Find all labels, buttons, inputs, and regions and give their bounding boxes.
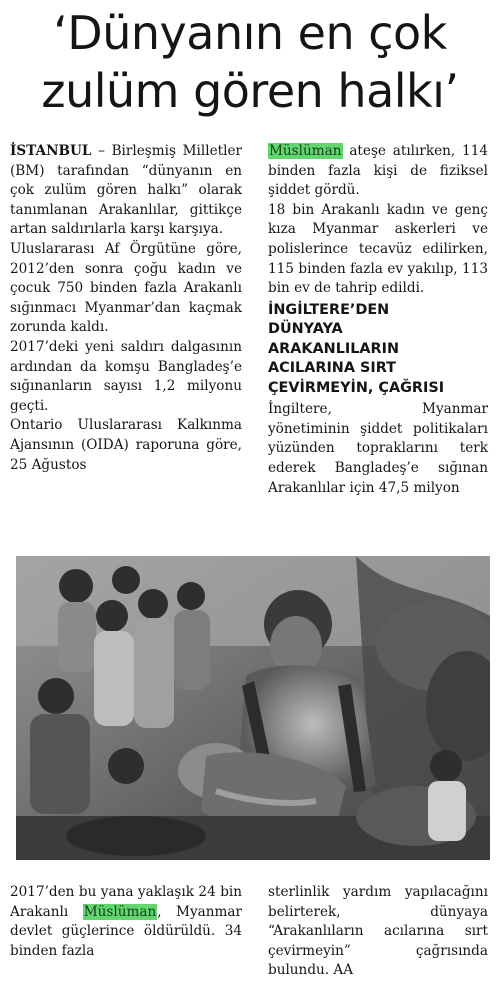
paragraph-oida: Ontario Uluslararası Kalkınma Ajansının (OIDA) raporuna göre, 25 Ağustos xyxy=(10,417,242,473)
paragraph-violence: 18 bin Arakanlı kadın ve genç kıza Myanmar askerleri ve polislerince tecavüz edilirken, 115 binden fazla ev yakılıp, 113 bin ev de tahrip edildi. xyxy=(268,201,488,297)
subheading xyxy=(268,301,488,399)
highlighted-word: Müslüman xyxy=(269,143,342,159)
subheading-line-4: ACILARINA SIRT xyxy=(268,360,396,377)
highlighted-word: Müslüman xyxy=(83,903,157,920)
headline xyxy=(6,4,494,120)
photo-illustration xyxy=(16,556,490,860)
subheading-line-5: ÇEVİRMEYİN, ÇAĞRISI xyxy=(268,379,445,396)
paragraph-intro-text: – Birleşmiş Milletler (BM) tarafından “dünyanın en çok zulüm gören halkı” olarak tanımlanan Arakanlılar, gittikçe artan saldırılarla karşı karşıya. xyxy=(10,143,243,238)
paragraph-casualties xyxy=(10,883,242,961)
paragraph-2017: 2017’deki yeni saldırı dalgasının ardından da komşu Bangladeş’e sığınanların sayısı 1,2 milyonu geçti. xyxy=(10,338,242,414)
headline-line-1: ‘Dünyanın en çok xyxy=(53,6,447,60)
paragraph-continued-text: ateşe atılırken, 114 binden fazla kişi de fiziksel şiddet gördü. xyxy=(268,143,488,199)
article-column-bottom-left xyxy=(10,883,242,961)
paragraph-continued xyxy=(268,142,488,201)
paragraph-intro xyxy=(10,142,242,240)
paragraph-casualties-part1: 2017’den bu yana yaklaşık 24 bin Arakanlı xyxy=(10,884,242,920)
subheading-line-3: ARAKANLILARIN xyxy=(268,340,399,357)
headline-line-2: zulüm gören halkı’ xyxy=(41,64,459,118)
subheading-line-1: İNGİLTERE’DEN xyxy=(268,301,390,318)
article-column-bottom-right xyxy=(268,883,488,981)
article-column-left xyxy=(10,142,242,475)
paragraph-uk-aid: İngiltere, Myanmar yönetiminin şiddet politikaları yüzünden topraklarını terk ederek Bangladeş’e sığınan Arakanlılar için 47,5 milyon xyxy=(268,401,488,496)
dateline: İSTANBUL xyxy=(10,143,92,159)
paragraph-closing: sterlinlik yardım yapılacağını belirterek, dünyaya “Arakanlıların acılarına sırt çevirmeyin” çağrısında bulundu. AA xyxy=(268,884,488,979)
news-photo xyxy=(16,556,490,860)
paragraph-amnesty: Uluslararası Af Örgütüne göre, 2012’den sonra çoğu kadın ve çocuk 750 binden fazla Arakanlı sığınmacı Myanmar’dan kaçmak zorunda kaldı. xyxy=(10,240,242,336)
article-column-right xyxy=(268,142,488,498)
paragraph-casualties-part2: , Myanmar devlet güçlerince öldürüldü. 34 binden fazla xyxy=(10,903,242,959)
subheading-line-2: DÜNYAYA xyxy=(268,321,343,338)
